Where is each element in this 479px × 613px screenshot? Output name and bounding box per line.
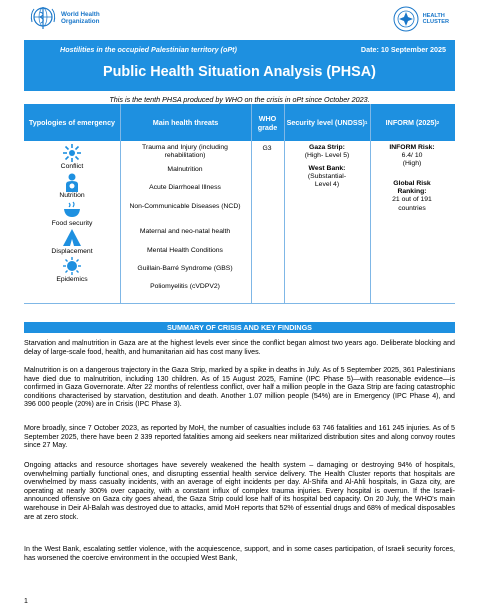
inform-global-value: 21 out of 191 countries	[392, 196, 432, 212]
who-name-line2: Organization	[61, 18, 100, 25]
summary-paragraph: More broadly, since 7 October 2023, as reported by MoH, the number of casualties include 63 746 fatalities and 161 245 injuries. As of 5 September 2025, there have been 2 339 reported fatalities among aid seekers near militarized distribution sites and along convoy routes since 27 May.	[24, 424, 455, 450]
header-typologies: Typologies of emergency	[28, 118, 116, 127]
nutrition-icon	[62, 172, 82, 192]
typology-nutrition	[24, 172, 120, 199]
threat-item: Guillain-Barré Syndrome (GBS)	[137, 265, 233, 272]
inform-risk-value: 6.4/ 10	[401, 152, 423, 160]
health-cluster-logo	[393, 6, 449, 32]
summary-paragraph: Ongoing attacks and resource shortages have severely weakened the health system – damaging or destroying 94% of hospitals, overwhelming partially functional ones, and disrupting essential health service delivery. The Health Cluster reports that hospitals are overwhelmed by mass casualty incidents, with an average of eight incidents per day. Al-Shifa and Al-Ahli hospitals, in Gaza city, are operating at nearly 300% over capacity, with a constant influx of complex trauma injuries. Every hospital is overrun. If the Israeli-announced offensive on Gaza city goes ahead, the Gaza Strip could lose half of its hospital bed capacity. On 20 July, the WHO's main warehouse in Deir Al-Balah was destroyed due to attacks, amid MoH reports that 52% of essential drugs and 68% of medical disposables are at zero stock.	[24, 461, 455, 521]
typology-label: Food security	[51, 220, 93, 227]
typology-displacement	[24, 226, 120, 255]
header-security-label: Security level (UNDSS)	[286, 118, 365, 127]
typology-food-security	[24, 200, 120, 227]
table-bottom-border	[24, 303, 455, 304]
security-wb-value: (Substantial- Level 4)	[307, 173, 347, 189]
security-wb-label: West Bank:	[308, 165, 346, 172]
header-security: Security level (UNDSS) 1	[286, 118, 368, 127]
summary-paragraph: In the West Bank, escalating settler violence, with the acquiescence, support, and in some cases participation, of Israeli security forces, has worsened the coercive environment in the occupied West Bank,	[24, 545, 455, 562]
hc-name-line1: HEALTH	[422, 12, 445, 19]
header-inform: INFORM (2025) 2	[385, 118, 440, 127]
conflict-icon	[62, 143, 82, 163]
threat-item: Poliomyelitis (cVDPV2)	[150, 283, 220, 290]
security-gaza	[285, 144, 369, 160]
intro-text: This is the tenth PHSA produced by WHO on the crisis in oPt since October 2023.	[109, 95, 370, 104]
security-gaza-value: (High- Level 5)	[304, 152, 350, 160]
security-gaza-label: Gaza Strip:	[309, 144, 345, 151]
typology-epidemics	[24, 256, 120, 283]
typology-label: Displacement	[51, 248, 93, 255]
inform-risk	[370, 144, 454, 169]
inform-global	[370, 180, 454, 213]
threat-item: Acute Diarrhoeal Illness	[149, 184, 221, 191]
food-bowl-icon	[62, 200, 82, 220]
summary-paragraph: Malnutrition is on a dangerous trajectory in the Gaza Strip, marked by a spike in deaths in July. As of 5 September 2025, 361 Palestinians have died due to malnutrition, including 130 children. As of 15 August 2025, Famine (IPC Phase 5)—with reasonable evidence—is confirmed in Gaza Governorate. After 22 months of relentless conflict, over half a million people in the Gaza Strip are facing catastrophic conditions characterised by starvation, destitution and death. Another 1.07 million people (54%) are in Emergency (IPC Phase 4), and 396 000 people (20%) are in Crisis (IPC Phase 3).	[24, 366, 455, 409]
page-number: 1	[24, 598, 28, 605]
typology-conflict	[24, 143, 120, 170]
page-header	[0, 0, 479, 40]
health-cluster-emblem-icon	[393, 6, 419, 32]
summary-heading: SUMMARY OF CRISIS AND KEY FINDINGS	[24, 322, 455, 333]
who-emblem-icon	[28, 4, 58, 32]
header-grade: WHO grade	[257, 113, 278, 132]
typology-label: Nutrition	[59, 192, 85, 199]
who-name-line1: World Health	[61, 11, 100, 18]
typology-label: Conflict	[60, 163, 84, 170]
threat-item: Non-Communicable Diseases (NCD)	[129, 203, 241, 210]
who-logo	[28, 4, 100, 32]
header-inform-label: INFORM (2025)	[385, 118, 437, 127]
typology-label: Epidemics	[56, 276, 88, 283]
security-west-bank	[285, 165, 369, 190]
displacement-icon	[61, 226, 83, 248]
page-title: Public Health Situation Analysis (PHSA)	[103, 64, 376, 80]
who-grade-value: G3	[262, 145, 272, 152]
threat-item: Maternal and neo-natal health	[139, 228, 231, 235]
inform-risk-label: INFORM Risk:	[389, 144, 435, 151]
header-threats: Main health threats	[152, 118, 219, 127]
inform-global-label: Global Risk Ranking:	[393, 180, 431, 196]
band-date: Date: 10 September 2025	[360, 45, 446, 54]
hc-name-line2: CLUSTER	[422, 19, 449, 25]
threat-item: Mental Health Conditions	[147, 247, 223, 254]
band-subtitle: Hostilities in the occupied Palestinian territory (oPt)	[60, 45, 237, 54]
threat-item: Malnutrition	[167, 166, 203, 173]
threat-item: Trauma and Injury (including rehabilitation)	[142, 144, 228, 160]
table-header	[24, 104, 455, 141]
title-band	[24, 40, 455, 91]
summary-paragraph: Starvation and malnutrition in Gaza are at the highest levels ever since the conflict began almost two years ago. Deliberate blocking and delay of large-scale food, health, and humanitarian aid has cost many lives.	[24, 339, 455, 356]
virus-icon	[62, 256, 82, 276]
inform-risk-level: (High)	[402, 160, 422, 168]
